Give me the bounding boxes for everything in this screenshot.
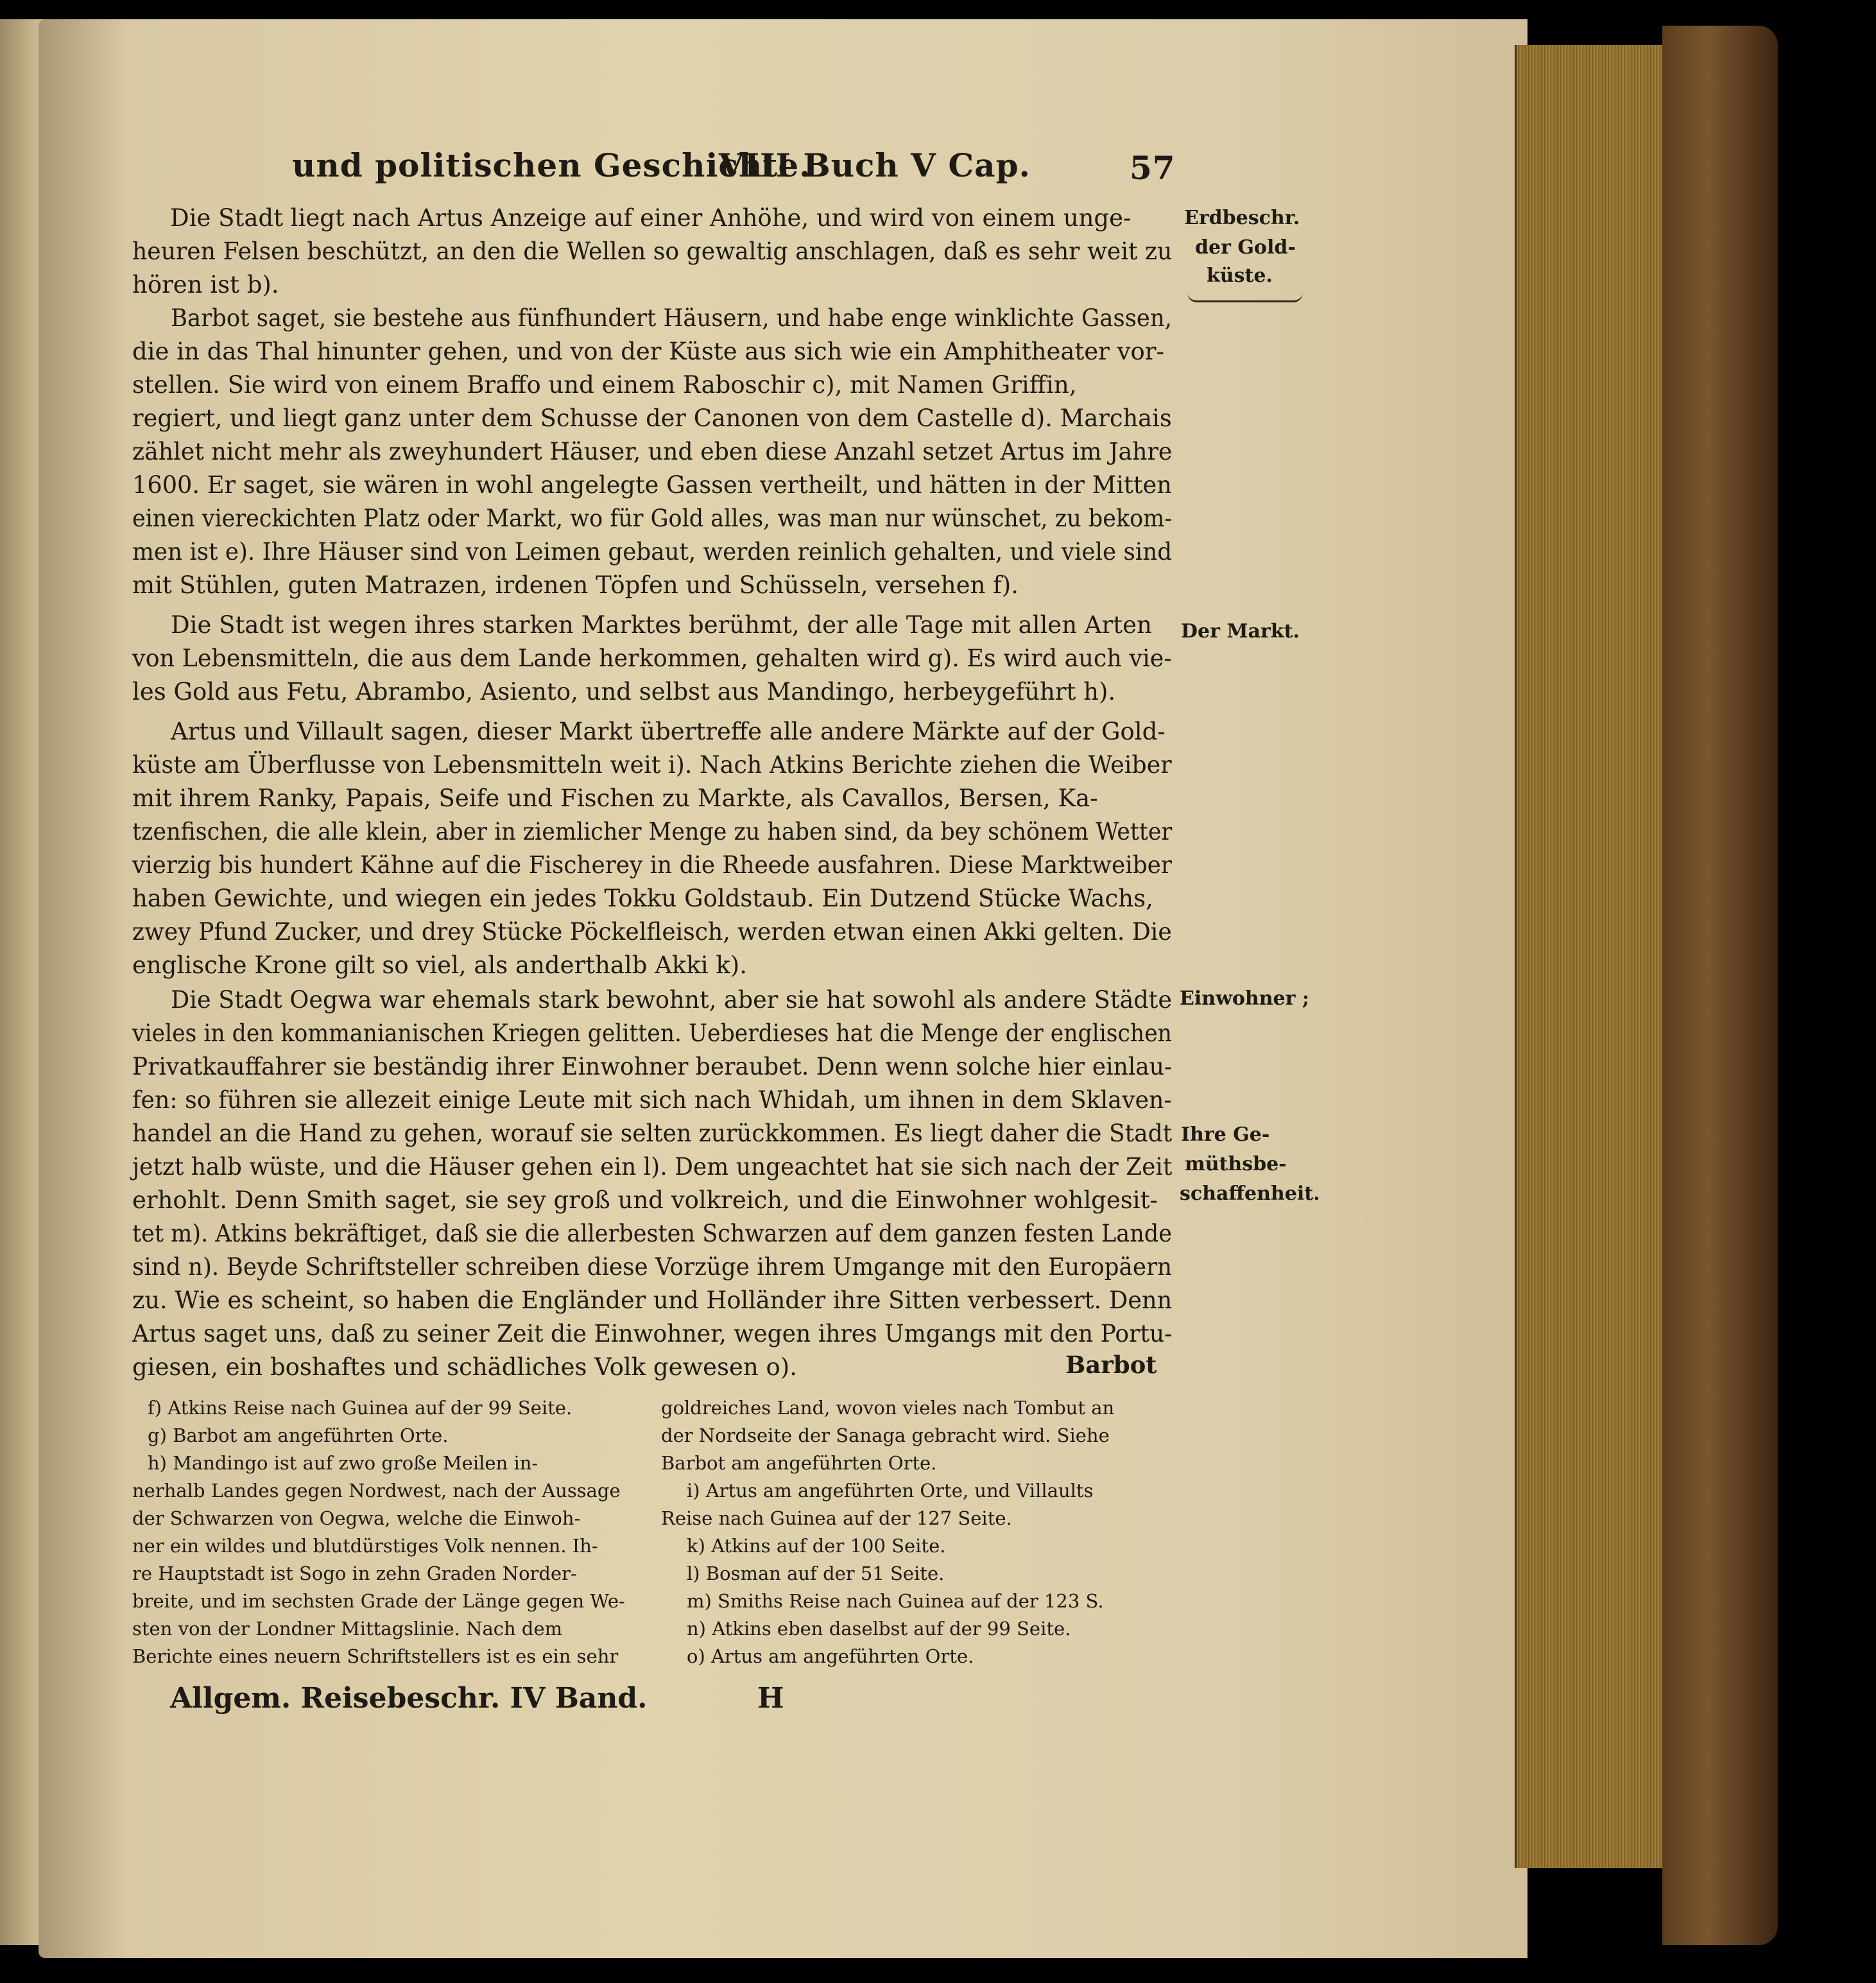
body-line: zwey Pfund Zucker, und drey Stücke Pöckelfleisch, werden etwan einen Akki gelten. Die xyxy=(132,918,1172,946)
page-block-edges xyxy=(1515,45,1664,1868)
body-line: sind n). Beyde Schriftsteller schreiben diese Vorzüge ihrem Umgange mit den Europäern xyxy=(132,1253,1173,1281)
footnote-line: k) Atkins auf der 100 Seite. xyxy=(687,1535,946,1557)
footnote-line: Barbot am angeführten Orte. xyxy=(661,1452,937,1474)
footnote-line: n) Atkins eben daselbst auf der 99 Seite. xyxy=(687,1618,1071,1640)
footnote-line: breite, und im sechsten Grade der Länge gegen We- xyxy=(132,1590,625,1612)
margin-note-ornament xyxy=(1187,293,1303,302)
body-line: die in das Thal hinunter gehen, und von der Küste aus sich wie ein Amphitheater vor- xyxy=(132,338,1165,365)
body-line: heuren Felsen beschützt, an den die Wellen so gewaltig anschlagen, daß es sehr weit zu xyxy=(132,238,1173,265)
body-line: les Gold aus Fetu, Abrambo, Asiento, und selbst aus Mandingo, herbeygeführt h). xyxy=(132,678,1116,706)
body-line: haben Gewichte, und wiegen ein jedes Tokku Goldstaub. Ein Dutzend Stücke Wachs, xyxy=(132,885,1153,912)
footnote-line: sten von der Londner Mittagslinie. Nach dem xyxy=(132,1618,563,1640)
body-line: Die Stadt ist wegen ihres starken Marktes berühmt, der alle Tage mit allen Arten xyxy=(171,611,1152,639)
body-line: tet m). Atkins bekräftiget, daß sie die allerbesten Schwarzen auf dem ganzen festen Lande xyxy=(132,1220,1173,1247)
body-line: zu. Wie es scheint, so haben die Engländer und Holländer ihre Sitten verbessert. Denn xyxy=(132,1286,1173,1314)
body-line: Die Stadt liegt nach Artus Anzeige auf einer Anhöhe, und wird von einem unge- xyxy=(170,204,1132,232)
footnote-line: i) Artus am angeführten Orte, und Villaults xyxy=(687,1480,1094,1502)
body-line: 1600. Er saget, sie wären in wohl angelegte Gassen vertheilt, und hätten in der Mitten xyxy=(132,471,1172,499)
body-line: Privatkauffahrer sie beständig ihrer Einwohner beraubet. Denn wenn solche hier einlau- xyxy=(132,1053,1173,1080)
body-line: fen: so führen sie allezeit einige Leute mit sich nach Whidah, um ihnen in dem Sklaven- xyxy=(132,1086,1172,1114)
footnote-line: ner ein wildes und blutdürstiges Volk nennen. Ih- xyxy=(132,1535,598,1557)
margin-note-erdbeschr-1: Erdbeschr. xyxy=(1184,207,1300,229)
header-title: und politischen Geschichte. xyxy=(292,146,811,184)
body-line: küste am Überflusse von Lebensmitteln weit i). Nach Atkins Berichte ziehen die Weiber xyxy=(132,751,1172,779)
book-cover-edge xyxy=(1662,26,1778,1945)
footnote-line: nerhalb Landes gegen Nordwest, nach der Aussage xyxy=(132,1480,621,1502)
body-line: hören ist b). xyxy=(132,271,279,299)
footnote-line: h) Mandingo ist auf zwo große Meilen in- xyxy=(148,1452,538,1474)
footnote-line: der Schwarzen von Oegwa, welche die Einwoh- xyxy=(132,1507,581,1529)
margin-note-gemuth-1: Ihre Ge- xyxy=(1181,1123,1270,1146)
body-line: Artus saget uns, daß zu seiner Zeit die Einwohner, wegen ihres Umgangs mit den Portu- xyxy=(132,1320,1173,1347)
margin-note-erdbeschr-2: der Gold- xyxy=(1195,236,1296,259)
body-line: stellen. Sie wird von einem Braffo und einem Raboschir c), mit Namen Griffin, xyxy=(132,371,1077,399)
footnote-line: g) Barbot am angeführten Orte. xyxy=(148,1424,449,1446)
footnote-line: f) Atkins Reise nach Guinea auf der 99 Seite. xyxy=(148,1397,572,1419)
footnote-line: der Nordseite der Sanaga gebracht wird. Siehe xyxy=(661,1424,1110,1446)
body-line: mit Stühlen, guten Matrazen, irdenen Töpfen und Schüsseln, versehen f). xyxy=(132,571,1019,599)
margin-note-markt: Der Markt. xyxy=(1181,620,1300,643)
body-line: einen viereckichten Platz oder Markt, wo für Gold alles, was man nur wünschet, zu bekom- xyxy=(132,505,1173,532)
header-book-chapter: VIII Buch V Cap. xyxy=(719,146,1031,184)
footnote-line: re Hauptstadt ist Sogo in zehn Graden Norder- xyxy=(132,1563,577,1584)
footnote-line: m) Smiths Reise nach Guinea auf der 123 S. xyxy=(687,1590,1104,1612)
footnote-line: l) Bosman auf der 51 Seite. xyxy=(687,1563,945,1584)
body-line: mit ihrem Ranky, Papais, Seife und Fischen zu Markte, als Cavallos, Bersen, Ka- xyxy=(132,784,1098,812)
signature-mark: H xyxy=(757,1682,784,1715)
body-line: regiert, und liegt ganz unter dem Schusse der Canonen von dem Castelle d). Marchais xyxy=(132,404,1172,432)
body-line: zählet nicht mehr als zweyhundert Häuser, und eben diese Anzahl setzet Artus im Jahre xyxy=(132,438,1173,465)
page-number: 57 xyxy=(1130,149,1176,187)
footnote-line: Berichte eines neuern Schriftstellers ist es ein sehr xyxy=(132,1645,619,1667)
body-line: erhohlt. Denn Smith saget, sie sey groß und volkreich, und die Einwohner wohlgesit- xyxy=(132,1186,1158,1214)
signature-line: Allgem. Reisebeschr. IV Band. xyxy=(170,1682,648,1715)
catchword: Barbot xyxy=(1065,1351,1157,1379)
body-line: Die Stadt Oegwa war ehemals stark bewohnt, aber sie hat sowohl als andere Städte xyxy=(171,986,1172,1014)
footnote-line: Reise nach Guinea auf der 127 Seite. xyxy=(661,1507,1012,1529)
body-line: englische Krone gilt so viel, als anderthalb Akki k). xyxy=(132,951,747,979)
body-line: tzenfischen, die alle klein, aber in ziemlicher Menge zu haben sind, da bey schönem Wetter xyxy=(132,818,1173,845)
body-line: men ist e). Ihre Häuser sind von Leimen gebaut, werden reinlich gehalten, und viele sind xyxy=(132,538,1173,566)
body-line: giesen, ein boshaftes und schädliches Volk gewesen o). xyxy=(132,1353,797,1381)
body-line: Barbot saget, sie bestehe aus fünfhundert Häusern, und habe enge winklichte Gassen, xyxy=(171,304,1172,332)
body-line: Artus und Villault sagen, dieser Markt übertreffe alle andere Märkte auf der Gold- xyxy=(171,718,1166,745)
body-line: von Lebensmitteln, die aus dem Lande herkommen, gehalten wird g). Es wird auch vie- xyxy=(132,645,1172,672)
footnote-line: o) Artus am angeführten Orte. xyxy=(687,1645,974,1667)
body-line: jetzt halb wüste, und die Häuser gehen ein l). Dem ungeachtet hat sie sich nach der Zeit xyxy=(132,1153,1173,1181)
footnote-line: goldreiches Land, wovon vieles nach Tombut an xyxy=(661,1397,1115,1419)
margin-note-gemuth-2: müthsbe- xyxy=(1185,1153,1287,1175)
body-line: vieles in den kommanianischen Kriegen gelitten. Ueberdieses hat die Menge der englischen xyxy=(132,1019,1172,1047)
body-line: handel an die Hand zu gehen, worauf sie selten zurückkommen. Es liegt daher die Stadt xyxy=(132,1120,1173,1147)
margin-note-einwohner: Einwohner ; xyxy=(1180,987,1309,1010)
body-line: vierzig bis hundert Kähne auf die Fischerey in die Rheede ausfahren. Diese Marktweiber xyxy=(132,851,1172,879)
margin-note-erdbeschr-3: küste. xyxy=(1207,264,1273,287)
margin-note-gemuth-3: schaffenheit. xyxy=(1180,1182,1320,1205)
